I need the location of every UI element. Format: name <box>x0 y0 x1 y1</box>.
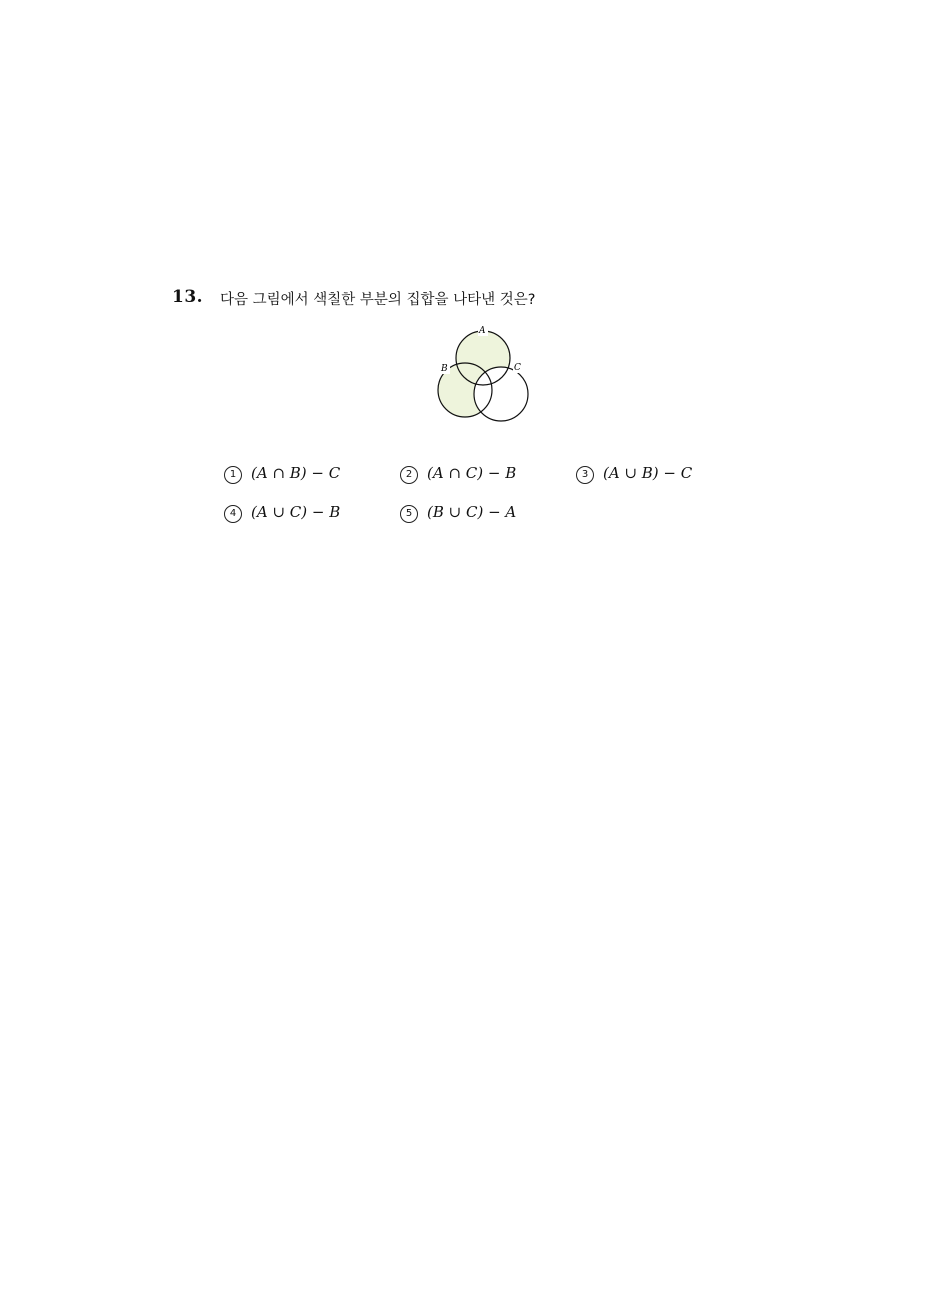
choice-2[interactable] <box>400 464 516 485</box>
set-b-label: B <box>441 364 448 374</box>
choice-3[interactable] <box>576 464 692 485</box>
choice-expression: (A ∪ B) − C <box>603 464 693 482</box>
choice-4[interactable] <box>224 503 340 524</box>
venn-diagram <box>426 320 542 424</box>
choice-expression: (A ∪ C) − B <box>251 503 341 521</box>
choice-1[interactable] <box>224 464 340 485</box>
choice-number: 3 <box>576 466 594 484</box>
question-text: 다음 그림에서 색칠한 부분의 집합을 나타낸 것은? <box>220 292 536 308</box>
choice-5[interactable] <box>400 503 516 524</box>
question-header <box>172 287 772 317</box>
choice-number: 5 <box>400 505 418 523</box>
set-a-label: A <box>479 326 486 336</box>
choice-expression: (B ∪ C) − A <box>427 503 517 521</box>
answer-choices <box>224 464 744 544</box>
question-number: 13. <box>172 287 204 307</box>
choice-number: 2 <box>400 466 418 484</box>
choice-number: 1 <box>224 466 242 484</box>
set-c-label: C <box>514 363 521 373</box>
choice-expression: (A ∩ B) − C <box>251 464 341 482</box>
choice-expression: (A ∩ C) − B <box>427 464 517 482</box>
choice-number: 4 <box>224 505 242 523</box>
